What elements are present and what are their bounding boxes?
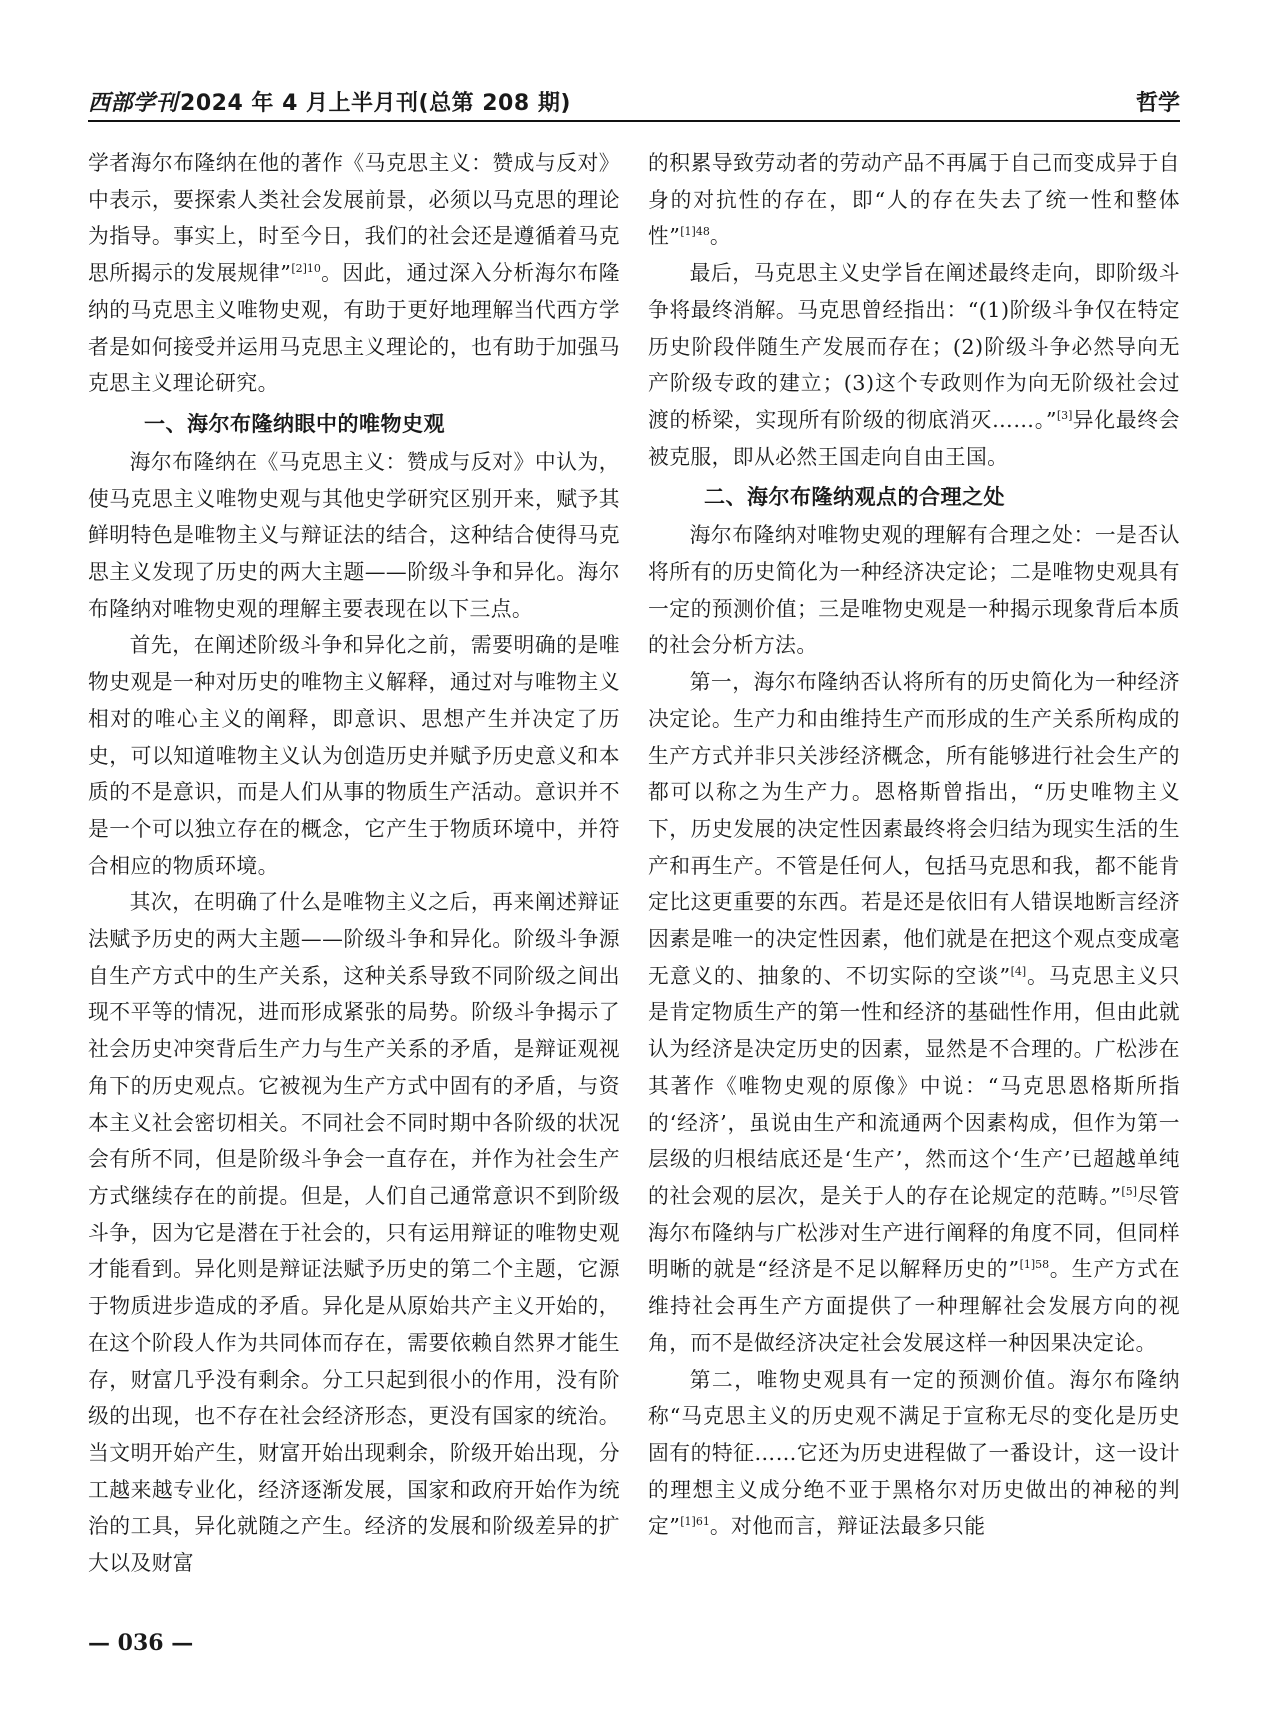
paragraph: 其次，在明确了什么是唯物主义之后，再来阐述辩证法赋予历史的两大主题——阶级斗争和异化。阶级斗争源自生产方式中的生产关系，这种关系导致不同阶级之间出现不平等的情况，进而形成紧张的局势。阶级斗争揭示了社会历史冲突背后生产力与生产关系的矛盾，是辩证观视角下的历史观点。它被视为生产方式中固有的矛盾，与资本主义社会密切相关。不同社会不同时期中各阶级的状况会有所不同，但是阶级斗争会一直存在，并作为社会生产方式继续存在的前提。但是，人们自己通常意识不到阶级斗争，因为它是潜在于社会的，只有运用辩证的唯物史观才能看到。异化则是辩证法赋予历史的第二个主题，它源于物质进步造成的矛盾。异化是从原始共产主义开始的，在这个阶段人作为共同体而存在，需要依赖自然界才能生存，财富几乎没有剩余。分工只起到很小的作用，没有阶级的出现，也不存在社会经济形态，更没有国家的统治。当文明开始产生，财富开始出现剩余，阶级开始出现，分工越来越专业化，经济逐渐发展，国家和政府开始作为统治的工具，异化就随之产生。经济的发展和阶级差异的扩大以及财富	[88, 890, 620, 1576]
citation: [1]61	[680, 1515, 710, 1529]
paragraph	[648, 145, 1180, 255]
issue-info: 2024 年 4 月上半月刊(总第 208 期)	[180, 91, 571, 116]
paragraph	[648, 255, 1180, 475]
journal-title	[88, 86, 571, 117]
section-heading: 二、海尔布隆纳观点的合理之处	[704, 485, 1005, 510]
paragraph-text: 第一，海尔布隆纳否认将所有的历史简化为一种经济决定论。生产力和由维持生产而形成的生产关系所构成的生产方式并非只关涉经济概念，所有能够进行社会生产的都可以称之为生产力。恩格斯曾指出，“历史唯物主义下，历史发展的决定性因素最终将会归结为现实生活的生产和再生产。不管是任何人，包括马克思和我，都不能肯定比这更重要的东西。若是还是依旧有人错误地断言经济因素是唯一的决定性因素，他们就是在把这个观点变成毫无意义的、抽象的、不切实际的空谈”	[648, 670, 1180, 988]
left-column	[88, 145, 620, 1582]
paragraph-text: 最后，马克思主义史学旨在阐述最终走向，即阶级斗争将最终消解。马克思曾经指出：“(1)阶级斗争仅在特定历史阶段伴随生产发展而存在；(2)阶级斗争必然导向无产阶级专政的建立；(3)这个专政则作为向无阶级社会过渡的桥梁，实现所有阶级的彻底消灭……。”	[648, 261, 1180, 432]
paragraph: 海尔布隆纳在《马克思主义：赞成与反对》中认为，使马克思主义唯物史观与其他史学研究区别开来，赋予其鲜明特色是唯物主义与辩证法的结合，这种结合使得马克思主义发现了历史的两大主题——阶级斗争和异化。海尔布隆纳对唯物史观的理解主要表现在以下三点。	[88, 449, 620, 621]
citation: [5]	[1121, 1185, 1138, 1199]
header-rule	[88, 120, 1180, 122]
paragraph: 首先，在阐述阶级斗争和异化之前，需要明确的是唯物史观是一种对历史的唯物主义解释，通过对与唯物主义相对的唯心主义的阐释，即意识、思想产生并决定了历史，可以知道唯物主义认为创造历史并赋予历史意义和本质的不是意识，而是人们从事的物质生产活动。意识并不是一个可以独立存在的概念，它产生于物质环境中，并符合相应的物质环境。	[88, 633, 620, 878]
running-header	[88, 84, 1180, 124]
section-heading: 一、海尔布隆纳眼中的唯物史观	[144, 411, 445, 436]
paragraph	[648, 1362, 1180, 1546]
paragraph-text: 异化最终会被克服，即从必然王国走向自由王国。	[648, 407, 1181, 469]
citation: [2]10	[291, 262, 321, 276]
citation: [1]58	[1019, 1258, 1050, 1272]
section-label: 哲学	[1135, 91, 1180, 116]
right-column	[648, 145, 1180, 1545]
citation: [3]	[1056, 409, 1073, 422]
paragraph-text: 。生产方式在维持社会再生产方面提供了一种理解社会发展方向的视角，而不是做经济决定社会发展这样一种因果决定论。	[648, 1257, 1180, 1355]
page-number: — 036 —	[88, 1630, 194, 1656]
paragraph	[88, 145, 620, 402]
paragraph	[648, 664, 1180, 1361]
paragraph-text: 尽管海尔布隆纳与广松涉对生产进行阐释的角度不同，但同样明晰的就是“经济是不足以解释历史的”	[648, 1183, 1180, 1282]
paragraph-text: 。对他而言，辩证法最多只能	[709, 1514, 986, 1539]
paragraph: 海尔布隆纳对唯物史观的理解有合理之处：一是否认将所有的历史简化为一种经济决定论；二是唯物史观具有一定的预测价值；三是唯物史观是一种揭示现象背后本质的社会分析方法。	[648, 523, 1180, 658]
paragraph-text: 第二，唯物史观具有一定的预测价值。海尔布隆纳称“马克思主义的历史观不满足于宣称无尽的变化是历史固有的特征……它还为历史进程做了一番设计，这一设计的理想主义成分绝不亚于黑格尔对历史做出的神秘的判定”	[648, 1367, 1180, 1539]
paragraph-text: 。因此，通过深入分析海尔布隆纳的马克思主义唯物史观，有助于更好地理解当代西方学者是如何接受并运用马克思主义理论的，也有助于加强马克思主义理论研究。	[88, 261, 620, 396]
paragraph-text: 。	[709, 224, 732, 249]
paragraph-text: 。马克思主义只是肯定物质生产的第一性和经济的基础性作用，但由此就认为经济是决定历史的因素，显然是不合理的。广松涉在其著作《唯物史观的原像》中说：“马克思恩格斯所指的‘经济’，虽说由生产和流通两个因素构成，但作为第一层级的归根结底还是‘生产’，然而这个‘生产’已超越单纯的社会观的层次，是关于人的存在论规定的范畴。”	[648, 963, 1180, 1208]
journal-logo: 西部学刊	[88, 90, 179, 116]
paragraph-text: 的积累导致劳动者的劳动产品不再属于自己而变成异于自身的对抗性的存在，即“人的存在失去了统一性和整体性”	[648, 151, 1180, 249]
citation: [1]48	[680, 225, 710, 239]
citation: [4]	[1010, 964, 1027, 978]
paragraph-text: 学者海尔布隆纳在他的著作《马克思主义：赞成与反对》中表示，要探索人类社会发展前景，必须以马克思的理论为指导。事实上，时至今日，我们的社会还是遵循着马克思所揭示的发展规律”	[88, 151, 620, 286]
